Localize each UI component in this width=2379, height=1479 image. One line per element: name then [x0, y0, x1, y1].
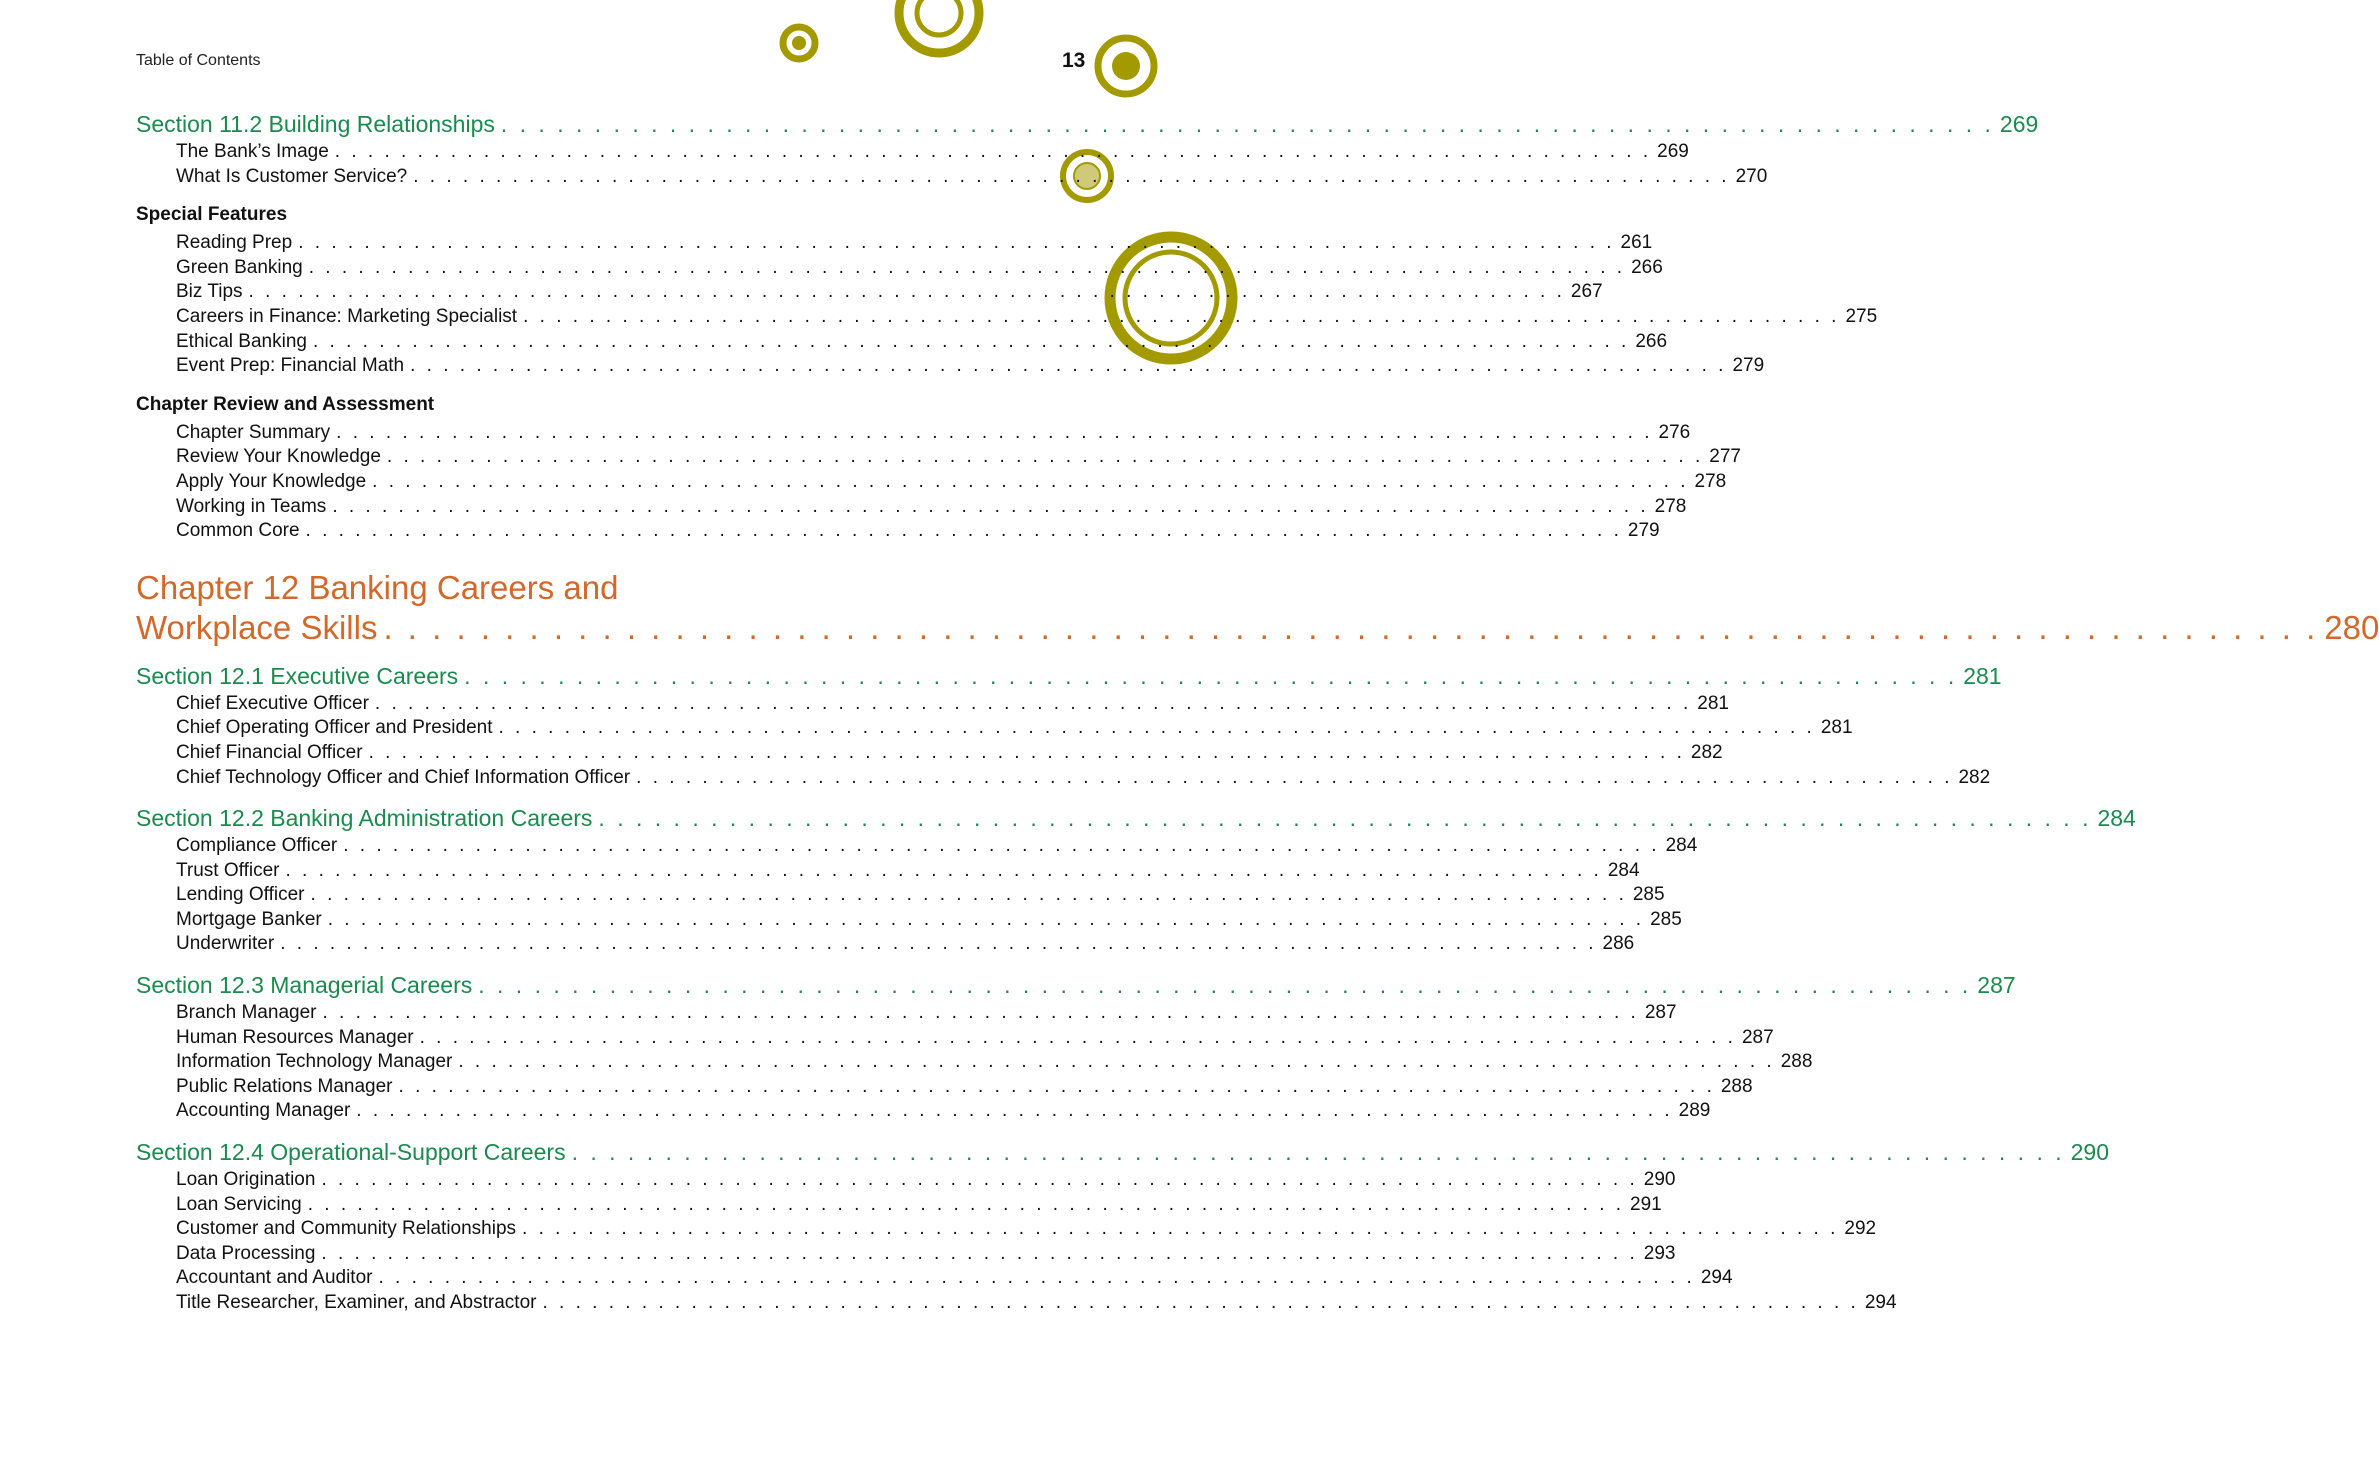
ring-decoration-top [899, 0, 979, 53]
dot-leader: . . . . . . . . . . . . . . . . . . . . . . . . . . . . . . . . . . . . . . . . . . . . . . . . . . . . . . . . . . . . . . . . . . . . . . . . . . . . . . . . [285, 859, 1602, 881]
dot-leader: . . . . . . . . . . . . . . . . . . . . . . . . . . . . . . . . . . . . . . . . . . . . . . . . . . . . . . . . . . . . . . . . . . . . . . . . . . . . . . . . [413, 165, 1730, 187]
dot-leader: . . . . . . . . . . . . . . . . . . . . . . . . . . . . . . . . . . . . . . . . . . . . . . . . . . . . . . . . . . . . . . . . . . . . . . . . . . . . . . . . [542, 1292, 1859, 1313]
toc-item[interactable]: Chief Executive Officer . . . . . . . . . . . . . . . . . . . . . . . . . . . . . . . . . . . . . . . . . . . . . . . . . . . . . . . . . . . . . . . . . . . . . . . . . . . . . . . . 281 [136, 692, 816, 717]
dot-leader: . . . . . . . . . . . . . . . . . . . . . . . . . . . . . . . . . . . . . . . . . . . . . . . . . . . . . . . . . . . . . . . . . . . . . . . . . . . . . . . . [356, 1100, 1673, 1122]
toc-item[interactable]: Trust Officer . . . . . . . . . . . . . . . . . . . . . . . . . . . . . . . . . . . . . . . . . . . . . . . . . . . . . . . . . . . . . . . . . . . . . . . . . . . . . . . . 284 [136, 859, 816, 884]
dot-leader: . . . . . . . . . . . . . . . . . . . . . . . . . . . . . . . . . . . . . . . . . . . . . . . . . . . . . . . . . . . . . . . . . . . . . . . . . . . . . . . . [298, 232, 1615, 254]
dot-leader: . . . . . . . . . . . . . . . . . . . . . . . . . . . . . . . . . . . . . . . . . . . . . . . . . . . . . . . . . . . . . . . . . . . . . . . . . . . . . . . . [321, 1169, 1638, 1191]
toc-item[interactable]: Customer and Community Relationships . . . . . . . . . . . . . . . . . . . . . . . . . . . . . . . . . . . . . . . . . . . . . . . . . . . . . . . . . . . . . . . . . . . . . . . . . . . . . . . . 292 [136, 1217, 816, 1242]
table-of-contents [136, 108, 2379, 1316]
toc-item[interactable]: Working in Teams . . . . . . . . . . . . . . . . . . . . . . . . . . . . . . . . . . . . . . . . . . . . . . . . . . . . . . . . . . . . . . . . . . . . . . . . . . . . . . . . 278 [136, 495, 816, 520]
dot-leader: . . . . . . . . . . . . . . . . . . . . . . . . . . . . . . . . . . . . . . . . . . . . . . . . . . . . . . . . . . . . . . . . . . . . . . . . . . . . . . . . [458, 1051, 1775, 1073]
dot-leader: . . . . . . . . . . . . . . . . . . . . . . . . . . . . . . . . . . . . . . . . . . . . . . . . . . . . . . . . . . . . . . . . . . . . . . . . . . . . . . . . [310, 884, 1627, 906]
toc-item[interactable]: What Is Customer Service? . . . . . . . . . . . . . . . . . . . . . . . . . . . . . . . . . . . . . . . . . . . . . . . . . . . . . . . . . . . . . . . . . . . . . . . . . . . . . . . . 270 [136, 165, 816, 190]
dot-leader: . . . . . . . . . . . . . . . . . . . . . . . . . . . . . . . . . . . . . . . . . . . . . . . . . . . . . . . . . . . . . . . . . . . . . . . . . . . . . . . . [378, 1267, 1695, 1289]
toc-item[interactable]: Review Your Knowledge . . . . . . . . . . . . . . . . . . . . . . . . . . . . . . . . . . . . . . . . . . . . . . . . . . . . . . . . . . . . . . . . . . . . . . . . . . . . . . . . 277 [136, 445, 816, 470]
toc-item[interactable]: Lending Officer . . . . . . . . . . . . . . . . . . . . . . . . . . . . . . . . . . . . . . . . . . . . . . . . . . . . . . . . . . . . . . . . . . . . . . . . . . . . . . . . 285 [136, 883, 816, 908]
toc-item[interactable]: Ethical Banking . . . . . . . . . . . . . . . . . . . . . . . . . . . . . . . . . . . . . . . . . . . . . . . . . . . . . . . . . . . . . . . . . . . . . . . . . . . . . . . . 266 [136, 330, 816, 355]
toc-item[interactable]: Chief Operating Officer and President . . . . . . . . . . . . . . . . . . . . . . . . . . . . . . . . . . . . . . . . . . . . . . . . . . . . . . . . . . . . . . . . . . . . . . . . . . . . . . . . 281 [136, 716, 816, 741]
dot-leader: . . . . . . . . . . . . . . . . . . . . . . . . . . . . . . . . . . . . . . . . . . . . . . . . . . . . . . . . . . . . . . . . . . . . . . . . . . . . . . . . [332, 495, 1649, 517]
dot-leader: . . . . . . . . . . . . . . . . . . . . . . . . . . . . . . . . . . . . . . . . . . . . . . . . . . . . . . . . . . . . . . . . . . . . . . . . . . . . . . . . [419, 1026, 1736, 1048]
toc-item[interactable]: Underwriter . . . . . . . . . . . . . . . . . . . . . . . . . . . . . . . . . . . . . . . . . . . . . . . . . . . . . . . . . . . . . . . . . . . . . . . . . . . . . . . . 286 [136, 932, 816, 957]
dot-leader: . . . . . . . . . . . . . . . . . . . . . . . . . . . . . . . . . . . . . . . . . . . . . . . . . . . . . . . . . . . . . . . . . . . . . . . . . . . . . . . . [280, 933, 1597, 955]
toc-chapter-12[interactable] [136, 568, 2379, 648]
toc-item[interactable]: Branch Manager . . . . . . . . . . . . . . . . . . . . . . . . . . . . . . . . . . . . . . . . . . . . . . . . . . . . . . . . . . . . . . . . . . . . . . . . . . . . . . . . 287 [136, 1001, 816, 1026]
toc-item[interactable]: The Bank’s Image . . . . . . . . . . . . . . . . . . . . . . . . . . . . . . . . . . . . . . . . . . . . . . . . . . . . . . . . . . . . . . . . . . . . . . . . . . . . . . . . 269 [136, 140, 816, 165]
toc-item[interactable]: Accounting Manager . . . . . . . . . . . . . . . . . . . . . . . . . . . . . . . . . . . . . . . . . . . . . . . . . . . . . . . . . . . . . . . . . . . . . . . . . . . . . . . . 289 [136, 1099, 816, 1124]
dot-leader: . . . . . . . . . . . . . . . . . . . . . . . . . . . . . . . . . . . . . . . . . . . . . . . . . . . . . . . . . . . . . . . . . . . . . . . . . . . . . . . . [327, 908, 1645, 930]
toc-item[interactable]: Public Relations Manager . . . . . . . . . . . . . . . . . . . . . . . . . . . . . . . . . . . . . . . . . . . . . . . . . . . . . . . . . . . . . . . . . . . . . . . . . . . . . . . . 288 [136, 1075, 816, 1100]
toc-item[interactable]: Green Banking . . . . . . . . . . . . . . . . . . . . . . . . . . . . . . . . . . . . . . . . . . . . . . . . . . . . . . . . . . . . . . . . . . . . . . . . . . . . . . . . 266 [136, 256, 816, 281]
toc-item[interactable]: Chief Financial Officer . . . . . . . . . . . . . . . . . . . . . . . . . . . . . . . . . . . . . . . . . . . . . . . . . . . . . . . . . . . . . . . . . . . . . . . . . . . . . . . . 282 [136, 741, 816, 766]
dot-leader: . . . . . . . . . . . . . . . . . . . . . . . . . . . . . . . . . . . . . . . . . . . . . . . . . . . . . . . . . . . . . . . . . . . . . . . . . . . . . . . . [368, 741, 1685, 763]
dot-leader: . . . . . . . . . . . . . . . . . . . . . . . . . . . . . . . . . . . . . . . . . . . . . . . . . . . . . . . . . . . . . . . . . . . . . . . . . . . . . . . . [248, 281, 1565, 303]
dot-leader: . . . . . . . . . . . . . . . . . . . . . . . . . . . . . . . . . . . . . . . . . . . . . . . . . . . . . . . . . . . . . . . . . . . . . . . . . . . . . . . . [334, 141, 1652, 162]
chapter-review-heading: Chapter Review and Assessment [136, 393, 435, 415]
dot-leader: . . . . . . . . . . . . . . . . . . . . . . . . . . . . . . . . . . . . . . . . . . . . . . . . . . . . . . . . . . . . . . . . . . . . . . . . . . . . . . . . [498, 717, 1815, 739]
chapter-title-line-1: Chapter 12 Banking Careers and [136, 568, 619, 606]
page-number: 13 [1062, 49, 1086, 72]
dot-leader: . . . . . . . . . . . . . . . . . . . . . . . . . . . . . . . . . . . . . . . . . . . . . . . . . . . . . . . . . . . . . . . . . . . . . . . . . . . . . . . . [522, 1218, 1839, 1240]
toc-item[interactable]: Information Technology Manager . . . . . . . . . . . . . . . . . . . . . . . . . . . . . . . . . . . . . . . . . . . . . . . . . . . . . . . . . . . . . . . . . . . . . . . . . . . . . . . . 288 [136, 1050, 816, 1075]
dot-leader: . . . . . . . . . . . . . . . . . . . . . . . . . . . . . . . . . . . . . . . . . . . . . . . . . . . . . . . . . . . . . . . . . . . . . . . . . . . . . . . . [307, 1193, 1625, 1215]
running-header: Table of Contents [136, 52, 261, 69]
toc-item[interactable]: Human Resources Manager . . . . . . . . . . . . . . . . . . . . . . . . . . . . . . . . . . . . . . . . . . . . . . . . . . . . . . . . . . . . . . . . . . . . . . . . . . . . . . . . 287 [136, 1026, 816, 1051]
toc-item[interactable]: Data Processing . . . . . . . . . . . . . . . . . . . . . . . . . . . . . . . . . . . . . . . . . . . . . . . . . . . . . . . . . . . . . . . . . . . . . . . . . . . . . . . . 293 [136, 1242, 816, 1267]
dot-leader: . . . . . . . . . . . . . . . . . . . . . . . . . . . . . . . . . . . . . . . . . . . . . . . . . . . . . . . . . . . . . . . . . . . . . . . . . . . . . . . . [372, 470, 1689, 492]
dot-leader: . . . . . . . . . . . . . . . . . . . . . . . . . . . . . . . . . . . . . . . . . . . . . . . . . . . . . . . . . . . . . . . . . . . . . . . . . . . . . . . . [571, 1139, 2065, 1166]
toc-section-12-2[interactable]: Section 12.2 Banking Administration Careers . . . . . . . . . . . . . . . . . . . . . . . . . . . . . . . . . . . . . . . . . . . . . . . . . . . . . . . . . . . . . . . . . . . . . . . . . . . . . . . . 284 [136, 802, 816, 834]
toc-item[interactable]: Title Researcher, Examiner, and Abstractor . . . . . . . . . . . . . . . . . . . . . . . . . . . . . . . . . . . . . . . . . . . . . . . . . . . . . . . . . . . . . . . . . . . . . . . . . . . . . . . . 294 [136, 1291, 816, 1316]
toc-item[interactable]: Event Prep: Financial Math . . . . . . . . . . . . . . . . . . . . . . . . . . . . . . . . . . . . . . . . . . . . . . . . . . . . . . . . . . . . . . . . . . . . . . . . . . . . . . . . 279 [136, 354, 816, 379]
toc-section-11-2[interactable]: Section 11.2 Building Relationships . . . . . . . . . . . . . . . . . . . . . . . . . . . . . . . . . . . . . . . . . . . . . . . . . . . . . . . . . . . . . . . . . . . . . . . . . . . . . . . . 269 [136, 108, 816, 140]
toc-section-12-4[interactable]: Section 12.4 Operational-Support Careers . . . . . . . . . . . . . . . . . . . . . . . . . . . . . . . . . . . . . . . . . . . . . . . . . . . . . . . . . . . . . . . . . . . . . . . . . . . . . . . . 290 [136, 1136, 816, 1168]
toc-item[interactable]: Compliance Officer . . . . . . . . . . . . . . . . . . . . . . . . . . . . . . . . . . . . . . . . . . . . . . . . . . . . . . . . . . . . . . . . . . . . . . . . . . . . . . . . 284 [136, 834, 816, 859]
dot-leader: . . . . . . . . . . . . . . . . . . . . . . . . . . . . . . . . . . . . . . . . . . . . . . . . . . . . . . . . . . . . . . . . . . . . . . . . . . . . . . . . [598, 805, 2092, 832]
dot-leader: . . . . . . . . . . . . . . . . . . . . . . . . . . . . . . . . . . . . . . . . . . . . . . . . . . . . . . . . . . . . . . . . . . . . . . . . . . . . . . . . [336, 421, 1653, 443]
toc-item[interactable]: Chief Technology Officer and Chief Information Officer . . . . . . . . . . . . . . . . . . . . . . . . . . . . . . . . . . . . . . . . . . . . . . . . . . . . . . . . . . . . . . . . . . . . . . . . . . . . . . . . 282 [136, 766, 816, 791]
toc-item[interactable]: Careers in Finance: Marketing Specialist . . . . . . . . . . . . . . . . . . . . . . . . . . . . . . . . . . . . . . . . . . . . . . . . . . . . . . . . . . . . . . . . . . . . . . . . . . . . . . . . 275 [136, 305, 816, 330]
dot-leader: . . . . . . . . . . . . . . . . . . . . . . . . . . . . . . . . . . . . . . . . . . . . . . . . . . . . . . . . . . . . . . . . . . . . . . . . . . . . . . . . [305, 520, 1622, 542]
chapter-title-line-2: Workplace Skills . . . . . . . . . . . . . . . . . . . . . . . . . . . . . . . . . . . . . . . . . . . . . . . . . . . . . . . . . . . . . . . . . . . . . . . . . . . . . . . . 280 [136, 608, 2379, 646]
dot-leader: . . . . . . . . . . . . . . . . . . . . . . . . . . . . . . . . . . . . . . . . . . . . . . . . . . . . . . . . . . . . . . . . . . . . . . . . . . . . . . . . [374, 692, 1692, 714]
dot-leader: . . . . . . . . . . . . . . . . . . . . . . . . . . . . . . . . . . . . . . . . . . . . . . . . . . . . . . . . . . . . . . . . . . . . . . . . . . . . . . . . [410, 355, 1727, 377]
dot-leader: . . . . . . . . . . . . . . . . . . . . . . . . . . . . . . . . . . . . . . . . . . . . . . . . . . . . . . . . . . . . . . . . . . . . . . . . . . . . . . . . [500, 111, 1994, 137]
dot-leader: . . . . . . . . . . . . . . . . . . . . . . . . . . . . . . . . . . . . . . . . . . . . . . . . . . . . . . . . . . . . . . . . . . . . . . . . . . . . . . . . [478, 972, 1972, 999]
dot-leader: . . . . . . . . . . . . . . . . . . . . . . . . . . . . . . . . . . . . . . . . . . . . . . . . . . . . . . . . . . . . . . . . . . . . . . . . . . . . . . . . [343, 835, 1660, 857]
dot-leader: . . . . . . . . . . . . . . . . . . . . . . . . . . . . . . . . . . . . . . . . . . . . . . . . . . . . . . . . . . . . . . . . . . . . . . . . . . . . . . . . [386, 446, 1704, 468]
dot-leader: . . . . . . . . . . . . . . . . . . . . . . . . . . . . . . . . . . . . . . . . . . . . . . . . . . . . . . . . . . . . . . . . . . . . . . . . . . . . . . . . [464, 662, 1958, 689]
dot-leader: . . . . . . . . . . . . . . . . . . . . . . . . . . . . . . . . . . . . . . . . . . . . . . . . . . . . . . . . . . . . . . . . . . . . . . . . . . . . . . . . [636, 766, 1953, 788]
toc-item[interactable]: Apply Your Knowledge . . . . . . . . . . . . . . . . . . . . . . . . . . . . . . . . . . . . . . . . . . . . . . . . . . . . . . . . . . . . . . . . . . . . . . . . . . . . . . . . 278 [136, 470, 816, 495]
dot-leader: . . . . . . . . . . . . . . . . . . . . . . . . . . . . . . . . . . . . . . . . . . . . . . . . . . . . . . . . . . . . . . . . . . . . . . . . . . . . . . . . [398, 1075, 1715, 1097]
dot-leader: . . . . . . . . . . . . . . . . . . . . . . . . . . . . . . . . . . . . . . . . . . . . . . . . . . . . . . . . . . . . . . . . . . . . . . . . . . . . . . . . [312, 330, 1630, 352]
dot-leader: . . . . . . . . . . . . . . . . . . . . . . . . . . . . . . . . . . . . . . . . . . . . . . . . . . . . . . . . . . . . . . . . . . . . . . . . . . . . . . . . [321, 1242, 1638, 1264]
toc-item[interactable]: Mortgage Banker . . . . . . . . . . . . . . . . . . . . . . . . . . . . . . . . . . . . . . . . . . . . . . . . . . . . . . . . . . . . . . . . . . . . . . . . . . . . . . . . 285 [136, 908, 816, 933]
dot-leader: . . . . . . . . . . . . . . . . . . . . . . . . . . . . . . . . . . . . . . . . . . . . . . . . . . . . . . . . . . . . . . . . . . . . . . . . . . . . . . . . [523, 305, 1840, 327]
toc-item[interactable]: Accountant and Auditor . . . . . . . . . . . . . . . . . . . . . . . . . . . . . . . . . . . . . . . . . . . . . . . . . . . . . . . . . . . . . . . . . . . . . . . . . . . . . . . . 294 [136, 1266, 816, 1291]
toc-item[interactable]: Loan Servicing . . . . . . . . . . . . . . . . . . . . . . . . . . . . . . . . . . . . . . . . . . . . . . . . . . . . . . . . . . . . . . . . . . . . . . . . . . . . . . . . 291 [136, 1193, 816, 1218]
special-features-heading: Special Features [136, 204, 288, 226]
toc-item[interactable]: Biz Tips . . . . . . . . . . . . . . . . . . . . . . . . . . . . . . . . . . . . . . . . . . . . . . . . . . . . . . . . . . . . . . . . . . . . . . . . . . . . . . . . 267 [136, 280, 816, 305]
toc-item[interactable]: Chapter Summary . . . . . . . . . . . . . . . . . . . . . . . . . . . . . . . . . . . . . . . . . . . . . . . . . . . . . . . . . . . . . . . . . . . . . . . . . . . . . . . . 276 [136, 421, 816, 446]
toc-section-12-3[interactable]: Section 12.3 Managerial Careers . . . . . . . . . . . . . . . . . . . . . . . . . . . . . . . . . . . . . . . . . . . . . . . . . . . . . . . . . . . . . . . . . . . . . . . . . . . . . . . . 287 [136, 969, 816, 1001]
toc-section-12-1[interactable]: Section 12.1 Executive Careers . . . . . . . . . . . . . . . . . . . . . . . . . . . . . . . . . . . . . . . . . . . . . . . . . . . . . . . . . . . . . . . . . . . . . . . . . . . . . . . . 281 [136, 660, 816, 692]
dot-leader: . . . . . . . . . . . . . . . . . . . . . . . . . . . . . . . . . . . . . . . . . . . . . . . . . . . . . . . . . . . . . . . . . . . . . . . . . . . . . . . . [383, 608, 2319, 646]
toc-item[interactable]: Common Core . . . . . . . . . . . . . . . . . . . . . . . . . . . . . . . . . . . . . . . . . . . . . . . . . . . . . . . . . . . . . . . . . . . . . . . . . . . . . . . . 279 [136, 519, 816, 544]
dot-leader: . . . . . . . . . . . . . . . . . . . . . . . . . . . . . . . . . . . . . . . . . . . . . . . . . . . . . . . . . . . . . . . . . . . . . . . . . . . . . . . . [322, 1002, 1639, 1024]
dot-leader: . . . . . . . . . . . . . . . . . . . . . . . . . . . . . . . . . . . . . . . . . . . . . . . . . . . . . . . . . . . . . . . . . . . . . . . . . . . . . . . . [308, 256, 1626, 278]
toc-item[interactable]: Loan Origination . . . . . . . . . . . . . . . . . . . . . . . . . . . . . . . . . . . . . . . . . . . . . . . . . . . . . . . . . . . . . . . . . . . . . . . . . . . . . . . . 290 [136, 1168, 816, 1193]
toc-item[interactable]: Reading Prep . . . . . . . . . . . . . . . . . . . . . . . . . . . . . . . . . . . . . . . . . . . . . . . . . . . . . . . . . . . . . . . . . . . . . . . . . . . . . . . . 261 [136, 231, 816, 256]
